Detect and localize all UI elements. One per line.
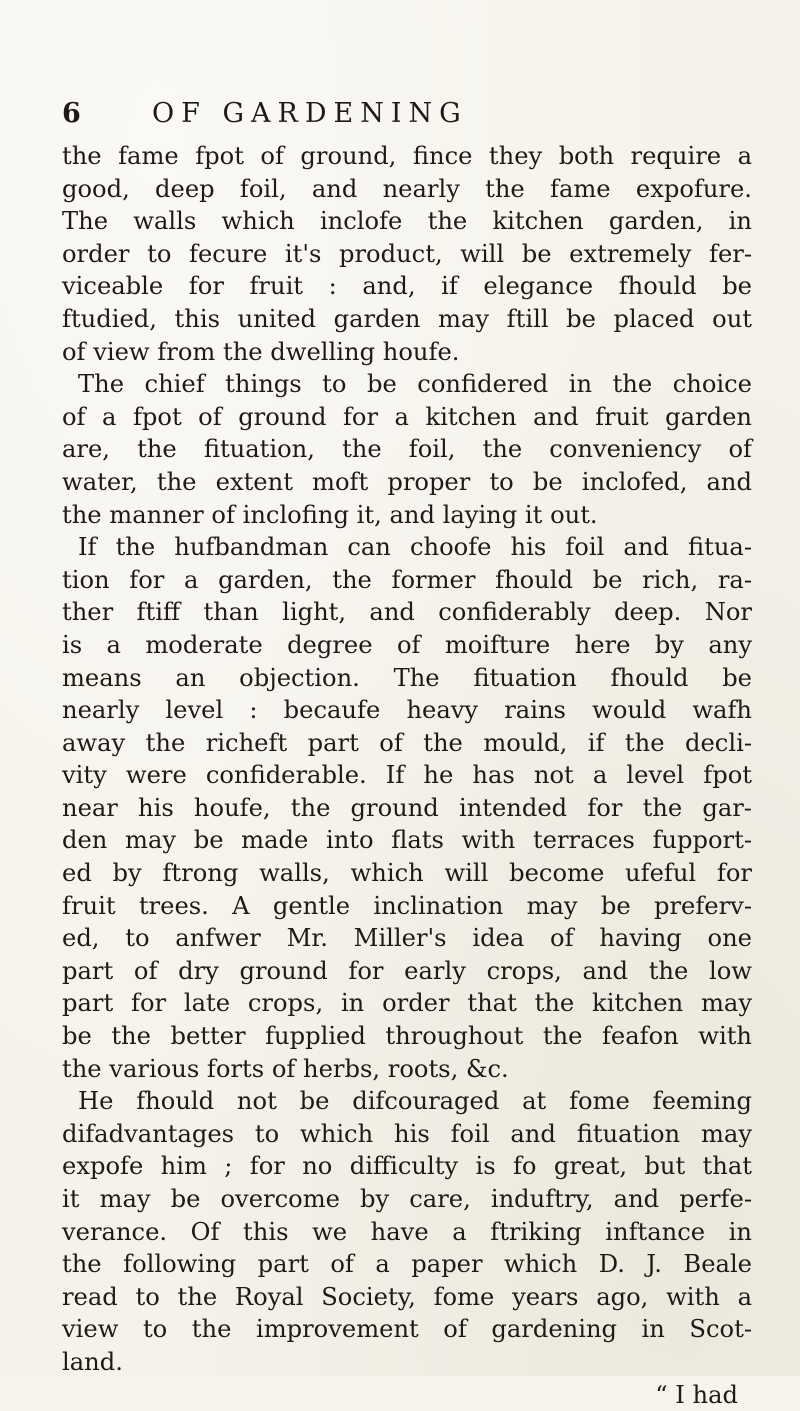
text-line: water, the extent moft proper to be inclofed, and — [62, 467, 752, 496]
text-line: viceable for fruit : and, if elegance fhould be — [62, 272, 752, 301]
text-line: The chief things to be confidered in the choice — [78, 370, 752, 399]
text-line: verance. Of this we have a ftriking inftance in — [62, 1217, 752, 1246]
text-line: read to the Royal Society, fome years ago, with a — [62, 1282, 752, 1311]
text-line: the various forts of herbs, roots, &c. — [62, 1054, 509, 1083]
text-line: The walls which inclofe the kitchen garden, in — [62, 207, 752, 236]
text-line: tion for a garden, the former fhould be rich, ra- — [62, 565, 752, 594]
text-line: of view from the dwelling houfe. — [62, 337, 460, 366]
text-line: good, deep foil, and nearly the fame expofure. — [62, 174, 752, 203]
page-header — [62, 98, 742, 138]
text-line: He fhould not be difcouraged at fome feeming — [78, 1087, 752, 1116]
running-head: OF GARDENING — [152, 98, 468, 129]
text-line: den may be made into flats with terraces fupport- — [62, 826, 752, 855]
text-line: ther ftiff than light, and confiderably deep. Nor — [62, 598, 752, 627]
text-line: be the better fupplied throughout the feafon with — [62, 1022, 752, 1051]
text-line: vity were confiderable. If he has not a level fpot — [62, 761, 752, 790]
text-line: ed, to anfwer Mr. Miller's idea of having one — [62, 924, 752, 953]
text-line: If the hufbandman can choofe his foil and fitua- — [78, 533, 752, 562]
page-number: 6 — [62, 98, 82, 129]
text-line: is a moderate degree of moifture here by any — [62, 630, 752, 659]
text-line: means an objection. The fituation fhould be — [62, 663, 752, 692]
text-line: are, the fituation, the foil, the conveniency of — [62, 435, 752, 464]
text-line: the following part of a paper which D. J. Beale — [62, 1250, 752, 1279]
text-line: part for late crops, in order that the kitchen may — [62, 989, 752, 1018]
text-line: expofe him ; for no difficulty is fo great, but that — [62, 1152, 752, 1181]
text-line: ftudied, this united garden may ftill be placed out — [62, 304, 752, 333]
text-line: difadvantages to which his foil and fituation may — [62, 1119, 752, 1148]
text-line: it may be overcome by care, induftry, and perfe- — [62, 1185, 752, 1213]
text-line: the manner of inclofing it, and laying it out. — [62, 500, 598, 529]
text-line: near his houfe, the ground intended for the gar- — [62, 793, 752, 822]
text-line: land. — [62, 1347, 123, 1376]
text-line: ed by ftrong walls, which will become ufeful for — [62, 859, 752, 888]
body-text — [62, 140, 752, 1411]
text-line: view to the improvement of gardening in Scot- — [62, 1315, 752, 1344]
text-line: order to fecure it's product, will be extremely fer- — [62, 239, 752, 268]
catchword: “ I had — [655, 1380, 738, 1409]
text-line: the fame fpot of ground, fince they both require a — [62, 142, 752, 170]
text-line: away the richeft part of the mould, if the decli- — [62, 728, 752, 757]
text-line: nearly level : becaufe heavy rains would wafh — [62, 696, 752, 725]
text-line: of a fpot of ground for a kitchen and fruit garden — [62, 402, 752, 431]
text-line: fruit trees. A gentle inclination may be preferv- — [62, 891, 752, 920]
text-line: part of dry ground for early crops, and the low — [62, 956, 752, 985]
